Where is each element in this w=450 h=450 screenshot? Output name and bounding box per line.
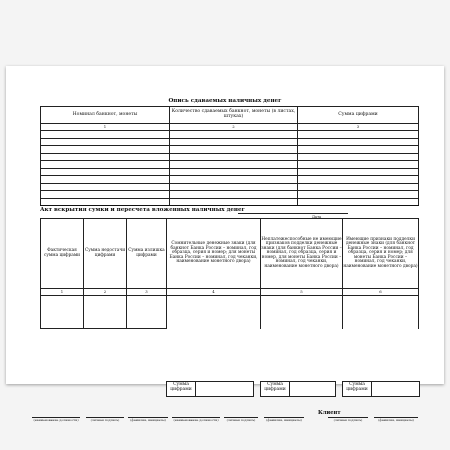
entry-cell[interactable]: [298, 168, 419, 176]
entry-cell[interactable]: [41, 176, 170, 184]
column-number: 1: [41, 289, 84, 296]
column-number: 4: [167, 289, 261, 296]
signature-field[interactable]: [32, 417, 80, 422]
entry-cell[interactable]: [170, 131, 298, 139]
signature-field[interactable]: [328, 417, 368, 422]
entry-cell[interactable]: [41, 161, 170, 169]
column-number-row: [41, 124, 419, 131]
header-actual-sum: Фактическая сумма цифрами: [41, 219, 84, 289]
table-row: [41, 296, 419, 329]
header-quantity: Количество сдаваемых банкнот, монеты (в листах, штуках): [170, 107, 298, 124]
column-number-row: [41, 289, 419, 296]
entry-cell[interactable]: [41, 183, 170, 191]
sum-label: Сумма цифрами: [264, 382, 286, 392]
entry-cell[interactable]: [41, 153, 170, 161]
table-row: [41, 198, 419, 206]
entry-cell[interactable]: [170, 191, 298, 199]
header-shortage-sum: Сумма недостачи цифрами: [84, 219, 127, 289]
signature-field[interactable]: [374, 417, 418, 422]
entry-cell[interactable]: [170, 168, 298, 176]
signature-caption: (наименование должности): [173, 418, 219, 422]
entry-cell[interactable]: [298, 183, 419, 191]
entry-cell[interactable]: [41, 131, 170, 139]
signature-caption: (фамилия, инициалы): [378, 418, 414, 422]
entry-cell[interactable]: [298, 176, 419, 184]
entry-cell[interactable]: [170, 198, 298, 206]
column-number: 2: [170, 124, 298, 131]
table-header-row: [41, 107, 419, 124]
signature-field[interactable]: [128, 417, 168, 422]
header-surplus-sum: Сумма излишка цифрами: [127, 219, 167, 289]
entry-cell[interactable]: [41, 198, 170, 206]
bag-opening-act-title: Акт вскрытия сумки и пересчета вложенных наличных денег: [40, 207, 245, 213]
form-sheet: [6, 66, 444, 422]
entry-cell[interactable]: [298, 146, 419, 154]
entry-cell[interactable]: [170, 138, 298, 146]
entry-cell[interactable]: [170, 161, 298, 169]
signature-caption: (личная подпись): [90, 418, 120, 422]
entry-cell[interactable]: [298, 161, 419, 169]
table-row: [41, 183, 419, 191]
entry-cell[interactable]: [170, 183, 298, 191]
entry-cell[interactable]: [298, 198, 419, 206]
header-insolvent-notes: Неплатежеспособные не имеющие признаков подделки денежные знаки (для банкнот Банка России – номинал, год образца, серия и номер, для монеты Банка России – номинал, год чеканки, наименование монетного двора): [261, 219, 343, 289]
table-row: [41, 168, 419, 176]
entry-cell[interactable]: [84, 296, 127, 329]
entry-cell[interactable]: [41, 296, 84, 329]
client-label: Клиент: [318, 410, 341, 416]
entry-cell[interactable]: [170, 176, 298, 184]
entry-cell[interactable]: [127, 296, 167, 329]
sum-label: Сумма цифрами: [170, 382, 192, 392]
header-sum: Сумма цифрами: [298, 107, 419, 124]
entry-cell[interactable]: [41, 138, 170, 146]
entry-cell[interactable]: [298, 153, 419, 161]
entry-cell[interactable]: [167, 296, 261, 329]
column-number: 6: [343, 289, 419, 296]
date-field[interactable]: [238, 213, 348, 214]
column-number: 5: [261, 289, 343, 296]
entry-cell[interactable]: [170, 153, 298, 161]
cash-inventory-table: [40, 106, 419, 206]
entry-cell[interactable]: [298, 191, 419, 199]
sum-input[interactable]: [195, 382, 253, 396]
signature-field[interactable]: [172, 417, 220, 422]
column-number: 1: [41, 124, 170, 131]
sum-box-insolvent: [260, 381, 336, 397]
table-row: [41, 161, 419, 169]
entry-cell[interactable]: [261, 296, 343, 329]
entry-cell[interactable]: [41, 191, 170, 199]
header-counterfeit-notes: Имеющие признаки подделки денежные знаки (для банкнот Банка России – номинал, год образца, серия и номер; для монеты Банка России – номинал, год чеканки, наименование монетного двора): [343, 219, 419, 289]
table-row: [41, 153, 419, 161]
table-row: [41, 131, 419, 139]
column-number: 2: [84, 289, 127, 296]
sum-input[interactable]: [289, 382, 335, 396]
signature-caption: (фамилия, инициалы): [130, 418, 166, 422]
table-row: [41, 176, 419, 184]
entry-cell[interactable]: [343, 296, 419, 329]
entry-cell[interactable]: [41, 146, 170, 154]
table-row: [41, 146, 419, 154]
header-doubtful-notes: Сомнительные денежные знаки (для банкнот Банка России – номинал, год образца, серия и номер; для монеты Банка России – номинал, год чеканки, наименование монетного двора): [167, 219, 261, 289]
entry-cell[interactable]: [298, 131, 419, 139]
signature-field[interactable]: [86, 417, 124, 422]
signature-caption: (наименование должности): [33, 418, 79, 422]
sum-label: Сумма цифрами: [346, 382, 368, 392]
signature-caption: (личная подпись): [333, 418, 363, 422]
sum-box-doubtful: [166, 381, 254, 397]
table-header-row: [41, 219, 419, 289]
column-number: 3: [298, 124, 419, 131]
sum-input[interactable]: [371, 382, 419, 396]
signature-caption: (фамилия, инициалы): [266, 418, 302, 422]
cash-inventory-title: Опись сдаваемых наличных денег: [168, 98, 282, 104]
column-number: 3: [127, 289, 167, 296]
signature-caption: (личная подпись): [226, 418, 256, 422]
entry-cell[interactable]: [170, 146, 298, 154]
header-nominal: Номинал банкнот, монеты: [41, 107, 170, 124]
entry-cell[interactable]: [298, 138, 419, 146]
sum-box-counterfeit: [342, 381, 420, 397]
entry-cell[interactable]: [41, 168, 170, 176]
bag-opening-table: [40, 218, 419, 329]
table-row: [41, 138, 419, 146]
date-caption: Дата: [312, 215, 322, 219]
signature-field[interactable]: [264, 417, 304, 422]
signature-field[interactable]: [224, 417, 258, 422]
table-row: [41, 191, 419, 199]
